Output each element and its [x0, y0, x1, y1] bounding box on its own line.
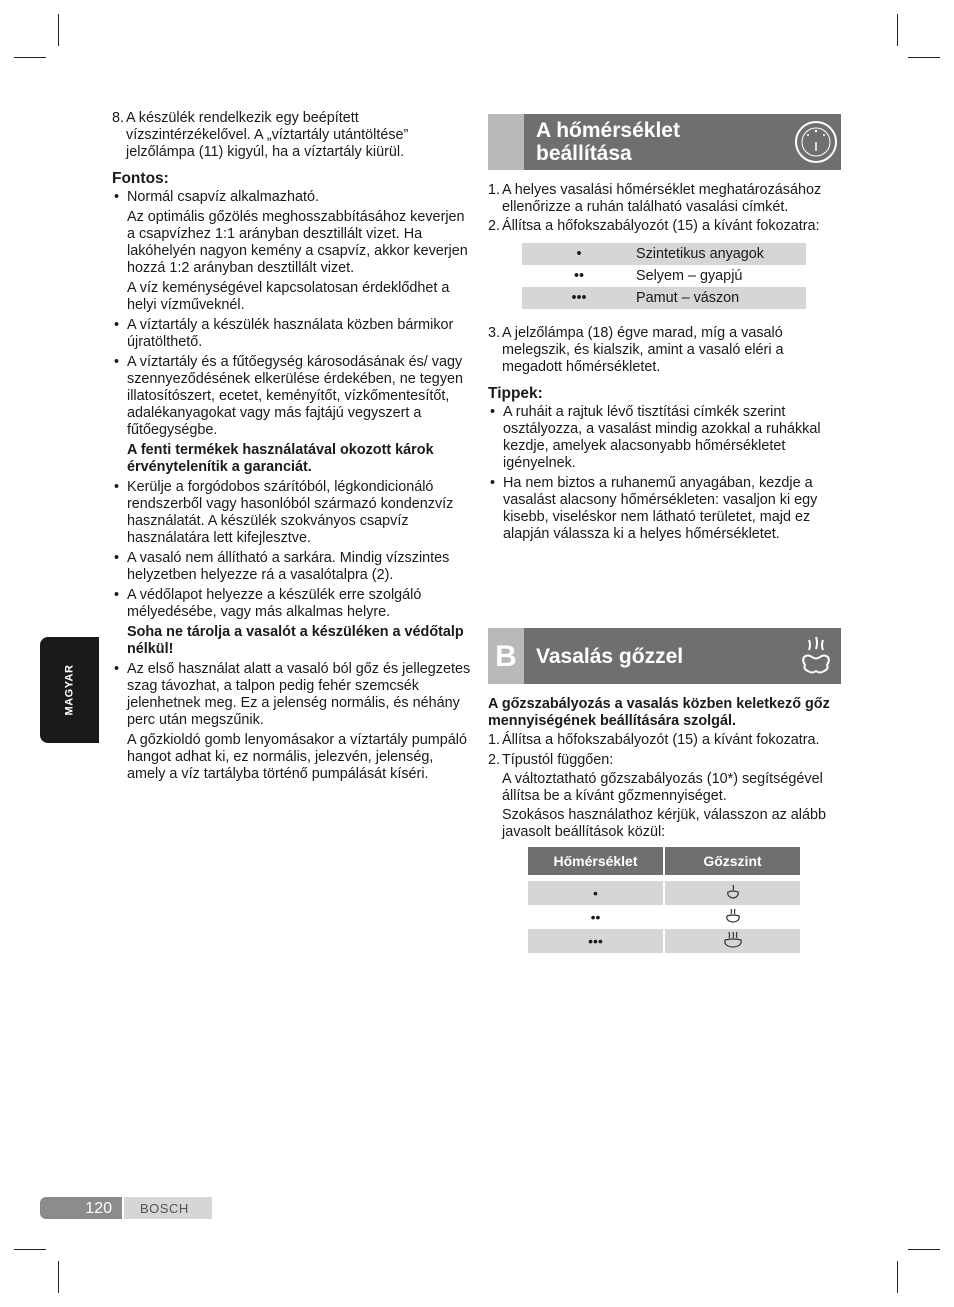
temperature-dots: •	[522, 243, 636, 265]
temperature-table	[522, 243, 806, 309]
table-row	[528, 905, 800, 929]
list-item	[488, 182, 841, 216]
table-row	[522, 287, 806, 309]
item-text: A helyes vasalási hőmérséklet meghatározásához ellenőrizze a ruhán található vasalási címkét.	[502, 182, 822, 215]
section-a-title: A hőmérséklet beállítása	[536, 119, 680, 165]
section-b-title: Vasalás gőzzel	[536, 644, 684, 668]
fabric-label: Szintetikus anyagok	[636, 243, 806, 265]
temperature-dots: ••	[590, 908, 601, 925]
list-item: • A ruháit a rajtuk lévő tisztítási címkék szerint osztályozza, a vasalást mindig azokkal a ruhákkal kezdje, amelyek alacsonyabb hőmérsékletet igényelnek.	[488, 404, 841, 472]
steam-level-cell	[665, 929, 800, 953]
list-item: • Ha nem biztos a ruhanemű anyagában, kezdje a vasalást alacsony hőmérsékleten: vasaljon ki egy kisebb, viseléskor nem látható területet, majd ez alapján válassza ki a helyes hőmérsékletet.	[488, 475, 841, 543]
table-row	[522, 265, 806, 287]
brand-label: BOSCH	[124, 1197, 212, 1219]
paragraph: A víz keménységével kapcsolatosan érdeklődhet a helyi vízműveknél.	[127, 280, 450, 313]
crop-mark	[897, 1261, 898, 1293]
item-number: 3.	[488, 325, 501, 341]
item-number: 2.	[488, 752, 501, 768]
page-number: 120	[40, 1197, 122, 1219]
fontos-heading: Fontos:	[112, 170, 169, 187]
section-a-content	[488, 182, 841, 546]
item-text: Állítsa a hőfokszabályozót (15) a kívánt fokozatra:	[502, 218, 820, 234]
crop-mark	[908, 1249, 940, 1250]
tippek-heading: Tippek:	[488, 385, 543, 402]
warning-text: Soha ne tárolja a vasalót a készüléken a védőtalp nélkül!	[127, 624, 464, 657]
warning-text: A fenti termékek használatával okozott károk érvénytelenítik a garanciát.	[127, 442, 434, 475]
section-b-intro: A gőzszabályozás a vasalás közben keletkező gőz mennyiségének beállítására szolgál.	[488, 696, 830, 729]
language-label: MAGYAR	[63, 664, 75, 716]
steam-level-cell	[665, 881, 800, 905]
fabric-label: Selyem – gyapjú	[636, 267, 743, 284]
item-number: 2.	[488, 218, 501, 234]
fontos-list	[112, 189, 472, 206]
item-number: 8.	[112, 110, 125, 126]
section-tab	[488, 114, 524, 170]
list-item: • Az első használat alatt a vasaló ból gőz és jellegzetes szag távozhat, a talpon pedig fehér szemcsék jelenhetnek meg. Ez a jelenség normális, és néhány perc után megszűnik.	[112, 661, 472, 729]
table-row	[528, 929, 800, 953]
item-text: Állítsa a hőfokszabályozót (15) a kívánt fokozatra.	[502, 732, 820, 748]
item-number: 1.	[488, 182, 501, 198]
temperature-dots: •	[528, 881, 663, 905]
column-header: Gőzszint	[665, 847, 800, 875]
steam-level-2-icon	[724, 907, 742, 923]
item-text: A készülék rendelkezik egy beépített vízszintérzékelővel. A „víztartály utántöltése” jelzőlámpa (11) kigyúl, ha a víztartály kiürül.	[126, 110, 409, 160]
temperature-dial-icon	[791, 119, 841, 165]
section-tab	[488, 628, 524, 684]
fontos-list	[112, 479, 472, 621]
item-number: 1.	[488, 732, 501, 748]
list-item: • Kerülje a forgódobos szárítóból, légkondicionáló rendszerből vagy hasonlóból származó kondenzvíz használatát. A készülék szokványos csapvíz használatára lett kifejlesztve.	[112, 479, 472, 547]
list-item: • A vasaló nem állítható a sarkára. Mindig vízszintes helyzetben helyezze rá a vasalótalpra (2).	[112, 550, 472, 584]
section-letter: B	[495, 639, 517, 673]
section-a-header	[488, 114, 841, 170]
list-item	[488, 325, 841, 376]
crop-mark	[58, 14, 59, 46]
column-header: Hőmérséklet	[528, 847, 663, 875]
fontos-list	[112, 661, 472, 729]
left-column	[112, 110, 472, 786]
list-item	[488, 732, 841, 749]
steam-icon	[791, 635, 841, 677]
list-item	[488, 752, 841, 769]
fabric-label: Pamut – vászon	[636, 287, 806, 309]
fontos-list	[112, 317, 472, 439]
table-header-row	[528, 847, 800, 875]
section-b-content	[488, 696, 841, 953]
temperature-dots: ••	[573, 267, 585, 284]
list-item-8	[112, 110, 472, 161]
crop-mark	[897, 14, 898, 46]
tips-list	[488, 404, 841, 543]
table-row	[528, 881, 800, 905]
list-item: • A víztartály és a fűtőegység károsodásának és/ vagy szennyeződésének elkerülése érdekében, ne tegyen illatosítószert, ecetet, keményítőt, vízkőmentesítőt, adalékanyagokat vagy más fajtájú vegyszert a fűtőegységbe.	[112, 354, 472, 439]
paragraph: Az optimális gőzölés meghosszabbításához keverjen a csapvízhez 1:1 arányban desztillált vizet. Ha lakóhelyén nagyon kemény a csapvíz, akkor keverjen hozzá 1:2 arányban desztillált vizet.	[127, 209, 468, 276]
table-row	[522, 243, 806, 265]
paragraph: A változtatható gőzszabályozás (10*) segítségével állítsa be a kívánt gőzmennyiséget.	[502, 771, 823, 804]
item-text: A jelzőlámpa (18) égve marad, míg a vasaló melegszik, és kialszik, amint a vasaló eléri a megadott hőmérsékletet.	[502, 325, 784, 375]
steam-level-3-icon	[723, 931, 743, 948]
crop-mark	[908, 57, 940, 58]
paragraph: Szokásos használathoz kérjük, válasszon az alább javasolt beállítások közül:	[502, 807, 826, 840]
temperature-dots: •••	[522, 287, 636, 309]
crop-mark	[14, 1249, 46, 1250]
crop-mark	[14, 57, 46, 58]
item-text: Típustól függően:	[502, 752, 614, 768]
list-item: • Normál csapvíz alkalmazható.	[112, 189, 472, 206]
steam-level-cell	[665, 905, 800, 929]
temperature-dots: •••	[528, 929, 663, 953]
steam-table	[526, 847, 802, 953]
crop-mark	[58, 1261, 59, 1293]
list-item: • A védőlapot helyezze a készülék erre szolgáló mélyedésébe, vagy más alkalmas helyre.	[112, 587, 472, 621]
section-b-header	[488, 628, 841, 684]
language-side-tab	[40, 637, 99, 743]
list-item	[488, 218, 841, 235]
paragraph: A gőzkioldó gomb lenyomásakor a víztartály pumpáló hangot adhat ki, ez normális, jelezvén, jelenség, amely a víz tartályba történő pumpálását kíséri.	[127, 732, 467, 782]
list-item: • A víztartály a készülék használata közben bármikor újratölthető.	[112, 317, 472, 351]
steam-level-1-icon	[724, 883, 742, 899]
